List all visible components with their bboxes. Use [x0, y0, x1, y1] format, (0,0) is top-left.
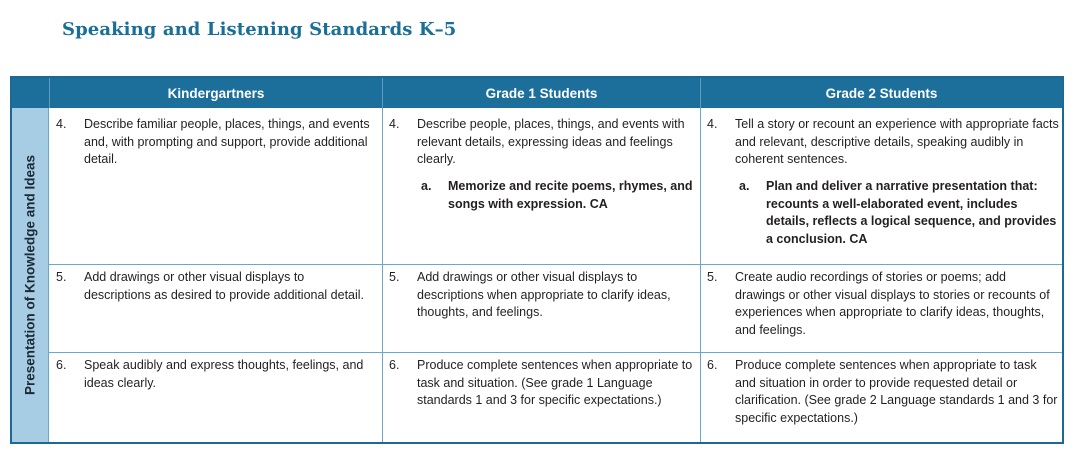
- standard-number: 6.: [56, 358, 67, 372]
- cell-g1-6: [389, 357, 695, 437]
- header-divider: [700, 78, 701, 108]
- row-divider: [49, 352, 1062, 353]
- cell-g2-5: [707, 269, 1059, 349]
- cell-g1-4: [389, 116, 695, 256]
- header-blank-cell: [12, 78, 49, 108]
- standards-table: [10, 76, 1064, 444]
- standard-number: 4.: [707, 117, 718, 131]
- column-divider: [700, 108, 701, 442]
- standard-text: Produce complete sentences when appropriate to task and situation. (See grade 1 Language standards 1 and 3 for specific expectations.): [417, 358, 693, 407]
- standard-text: Tell a story or recount an experience with appropriate facts and relevant, descriptive details, speaking audibly in coherent sentences.: [735, 117, 1059, 166]
- standard-text: Speak audibly and express thoughts, feelings, and ideas clearly.: [84, 358, 364, 390]
- standard-number: 6.: [389, 358, 400, 372]
- side-category: [12, 108, 49, 442]
- standard-number: 4.: [389, 117, 400, 131]
- cell-k-6: [56, 357, 374, 437]
- header-grade-1: Grade 1 Students: [383, 78, 700, 108]
- standard-number: 4.: [56, 117, 67, 131]
- standard-text: Add drawings or other visual displays to descriptions when appropriate to clarify ideas, thoughts, and feelings.: [417, 270, 671, 319]
- sub-standard-text: Memorize and recite poems, rhymes, and songs with expression. CA: [448, 179, 693, 211]
- sub-standard-letter: a.: [739, 179, 750, 193]
- side-category-label: Presentation of Knowledge and Ideas: [22, 154, 38, 396]
- cell-g2-6: [707, 357, 1059, 437]
- column-divider: [382, 108, 383, 442]
- sub-standard: [739, 178, 1059, 248]
- standard-number: 5.: [56, 270, 67, 284]
- header-divider: [382, 78, 383, 108]
- standard-text: Describe familiar people, places, things, and events and, with prompting and support, provide additional detail.: [84, 117, 370, 166]
- sub-standard-letter: a.: [421, 179, 432, 193]
- header-grade-2: Grade 2 Students: [701, 78, 1062, 108]
- cell-k-4: [56, 116, 374, 256]
- header-kindergarten: Kindergartners: [50, 78, 382, 108]
- sub-standard: [421, 178, 695, 213]
- standard-number: 6.: [707, 358, 718, 372]
- cell-g1-5: [389, 269, 695, 349]
- cell-g2-4: [707, 116, 1059, 261]
- standard-number: 5.: [389, 270, 400, 284]
- standard-number: 5.: [707, 270, 718, 284]
- header-divider: [49, 78, 50, 108]
- page-title: Speaking and Listening Standards K–5: [62, 19, 457, 40]
- sub-standard-text: Plan and deliver a narrative presentation that: recounts a well-elaborated event, includes details, reflects a logical sequence, and provides a conclusion. CA: [766, 179, 1057, 246]
- cell-k-5: [56, 269, 374, 349]
- row-divider: [49, 264, 1062, 265]
- standard-text: Create audio recordings of stories or poems; add drawings or other visual displays to stories or recounts of experiences when appropriate to clarify ideas, thoughts, and feelings.: [735, 270, 1050, 337]
- standard-text: Produce complete sentences when appropriate to task and situation in order to provide requested detail or clarification. (See grade 2 Language standards 1 and 3 for specific expectations.): [735, 358, 1058, 425]
- standard-text: Describe people, places, things, and events with relevant details, expressing ideas and feelings clearly.: [417, 117, 685, 166]
- standard-text: Add drawings or other visual displays to descriptions as desired to provide additional detail.: [84, 270, 365, 302]
